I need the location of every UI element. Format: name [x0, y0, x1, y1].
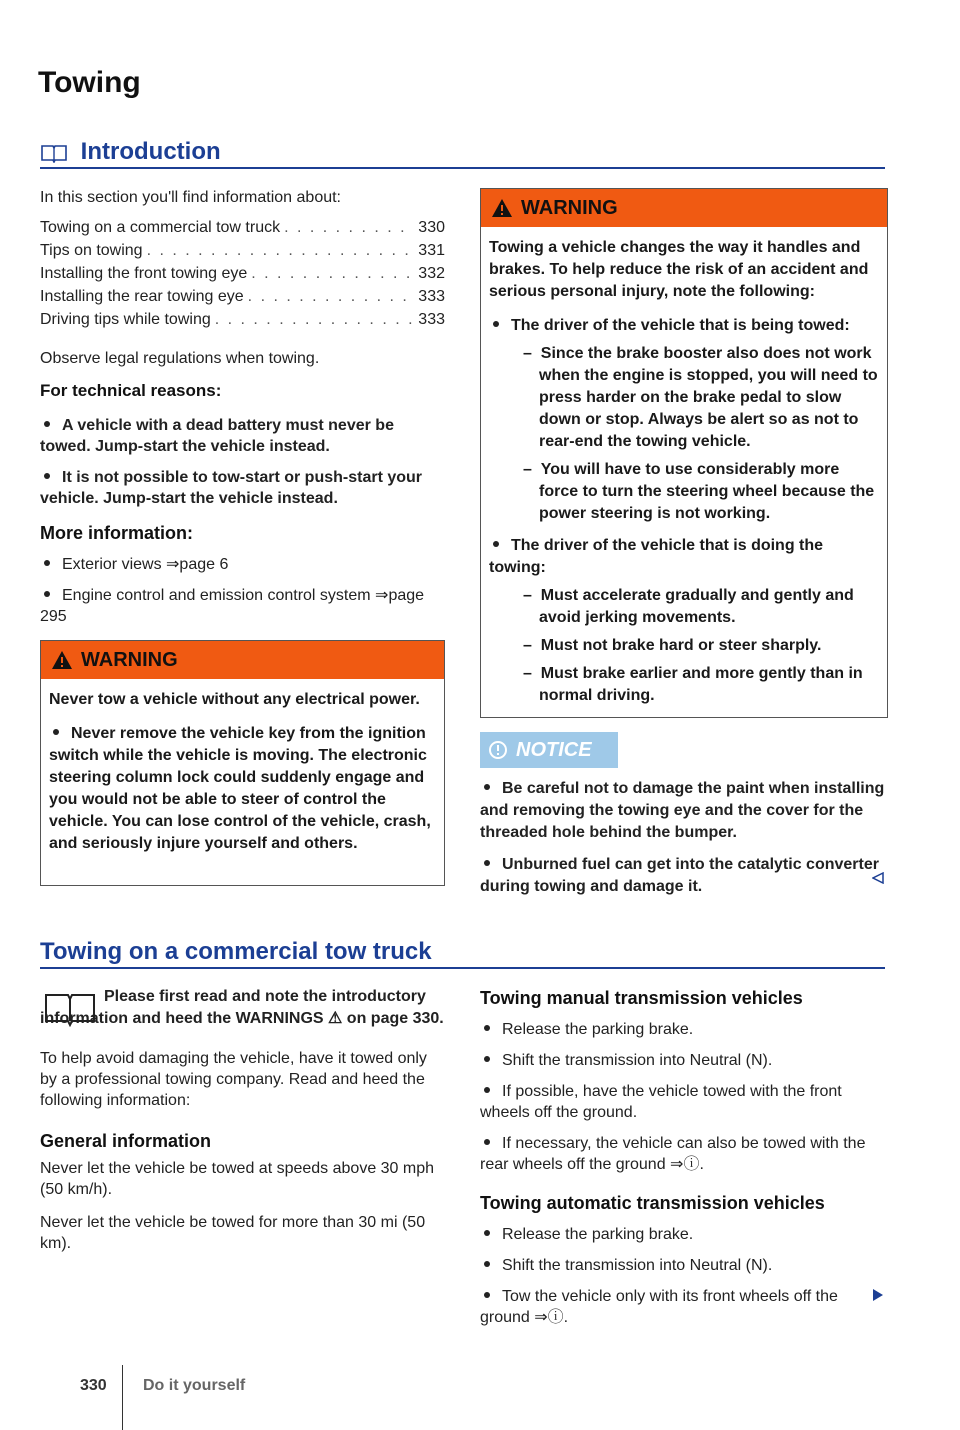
end-of-section-icon — [872, 872, 884, 884]
continue-arrow-icon — [872, 1288, 884, 1302]
warning-dash-item: – Since the brake booster also does not work when the engine is stopped, you will need to press harder on the brake pedal to slow down or stop. Always be alert so as not to rear-end the towing vehicle. — [523, 345, 878, 450]
toc-row[interactable]: Driving tips while towing . . . 333 — [40, 308, 445, 331]
notice-header — [480, 732, 618, 768]
warning-dash-item: – Must accelerate gradually and gently and avoid jerking movements. — [523, 587, 854, 626]
technical-item: It is not possible to tow-start or push-start your vehicle. Jump-start the vehicle instead. — [40, 469, 423, 507]
warning-title: WARNING — [81, 648, 178, 671]
manual-item: Shift the transmission into Neutral (N). — [480, 1050, 886, 1071]
automatic-item: Shift the transmission into Neutral (N). — [480, 1255, 886, 1276]
transmission-column — [480, 988, 886, 1328]
automatic-heading: Towing automatic transmission vehicles — [480, 1193, 825, 1213]
manual-item: Release the parking brake. — [480, 1019, 886, 1040]
more-info-item[interactable]: Exterior views ⇒page 6 — [40, 554, 445, 575]
warning-towed-heading: The driver of the vehicle that is being towed: — [489, 315, 879, 337]
footer-divider — [122, 1365, 123, 1430]
manual-item: If necessary, the vehicle can also be towed with the rear wheels off the ground ⇒ⓘ. — [480, 1135, 866, 1173]
technical-item: A vehicle with a dead battery must never be towed. Jump-start the vehicle instead. — [40, 417, 394, 455]
automatic-item: Tow the vehicle only with its front wheels off the ground ⇒ⓘ. — [480, 1288, 838, 1326]
notice-title: NOTICE — [516, 738, 592, 761]
tow-truck-paragraph: To help avoid damaging the vehicle, have it towed only by a professional towing company. Read and heed the following information: — [40, 1050, 427, 1109]
read-first-note — [40, 986, 445, 1030]
warning-towing-heading: The driver of the vehicle that is doing the towing: — [489, 537, 824, 576]
warning-box-towing — [480, 188, 888, 718]
page-number: 330 — [80, 1377, 107, 1394]
warning-body — [41, 679, 444, 863]
chapter-title: Towing — [38, 66, 141, 99]
notice-item: Be careful not to damage the paint when installing and removing the towing eye and the cover for the threaded hole behind the bumper. — [480, 780, 885, 841]
more-info-item[interactable]: Engine control and emission control system ⇒page 295 — [40, 587, 425, 625]
toc-row[interactable]: Tips on towing . . . 331 — [40, 239, 445, 262]
warning-body — [481, 227, 887, 715]
intro-column — [40, 187, 445, 627]
warning-lead: Towing a vehicle changes the way it handles and brakes. To help reduce the risk of an accident and serious personal injury, note the following: — [489, 239, 869, 300]
warning-header — [481, 189, 887, 227]
toc-row[interactable]: Installing the rear towing eye . . . 333 — [40, 285, 445, 308]
warning-dash-item: – Must not brake hard or steer sharply. — [523, 637, 822, 654]
tow-truck-column — [40, 986, 445, 1254]
footer-chapter-label: Do it yourself — [143, 1377, 246, 1394]
intro-rule — [40, 167, 885, 169]
manual-item: If possible, have the vehicle towed with the front wheels off the ground. — [480, 1083, 842, 1121]
technical-heading: For technical reasons: — [40, 381, 222, 400]
warning-item: Never remove the vehicle key from the ignition switch while the vehicle is moving. The electronic steering column lock could suddenly engage and you would not be able to steer of control the vehicle. You can lose control of the vehicle, crash, and seriously injure yourself and others. — [49, 725, 431, 852]
warning-box-ignition — [40, 640, 445, 886]
manual-heading: Towing manual transmission vehicles — [480, 988, 803, 1008]
tow-truck-rule — [40, 967, 885, 969]
tow-truck-heading: Towing on a commercial tow truck — [40, 938, 432, 965]
toc-row[interactable]: Installing the front towing eye . . . 332 — [40, 262, 445, 285]
warning-triangle-icon — [491, 198, 513, 218]
observe-text: Observe legal regulations when towing. — [40, 350, 320, 367]
warning-title: WARNING — [521, 196, 618, 219]
general-info-text: Never let the vehicle be towed at speeds above 30 mph (50 km/h). — [40, 1160, 435, 1198]
more-info-heading: More information: — [40, 523, 193, 543]
warning-header — [41, 641, 444, 679]
warning-lead: Never tow a vehicle without any electrical power. — [49, 691, 420, 708]
toc-list — [40, 216, 445, 331]
notice-item: Unburned fuel can get into the catalytic converter during towing and damage it. — [480, 856, 879, 895]
notice-circle-icon — [488, 740, 508, 760]
automatic-item: Release the parking brake. — [480, 1224, 886, 1245]
read-first-text: Please first read and note the introductory information and heed the WARNINGS ⚠ on page 330. — [40, 988, 444, 1027]
notice-box — [480, 732, 886, 898]
intro-heading — [40, 138, 221, 166]
intro-lead: In this section you'll find information about: — [40, 189, 341, 206]
book-icon — [40, 143, 68, 163]
book-icon — [42, 989, 98, 1027]
toc-row[interactable]: Towing on a commercial tow truck . . . 330 — [40, 216, 445, 239]
general-info-text: Never let the vehicle be towed for more than 30 mi (50 km). — [40, 1214, 426, 1252]
warning-dash-item: – Must brake earlier and more gently than in normal driving. — [523, 665, 863, 704]
general-info-heading: General information — [40, 1131, 212, 1151]
warning-dash-item: – You will have to use considerably more force to turn the steering wheel because the power steering is not working. — [523, 461, 875, 522]
warning-triangle-icon — [51, 650, 73, 670]
intro-heading-label: Introduction — [80, 138, 221, 165]
